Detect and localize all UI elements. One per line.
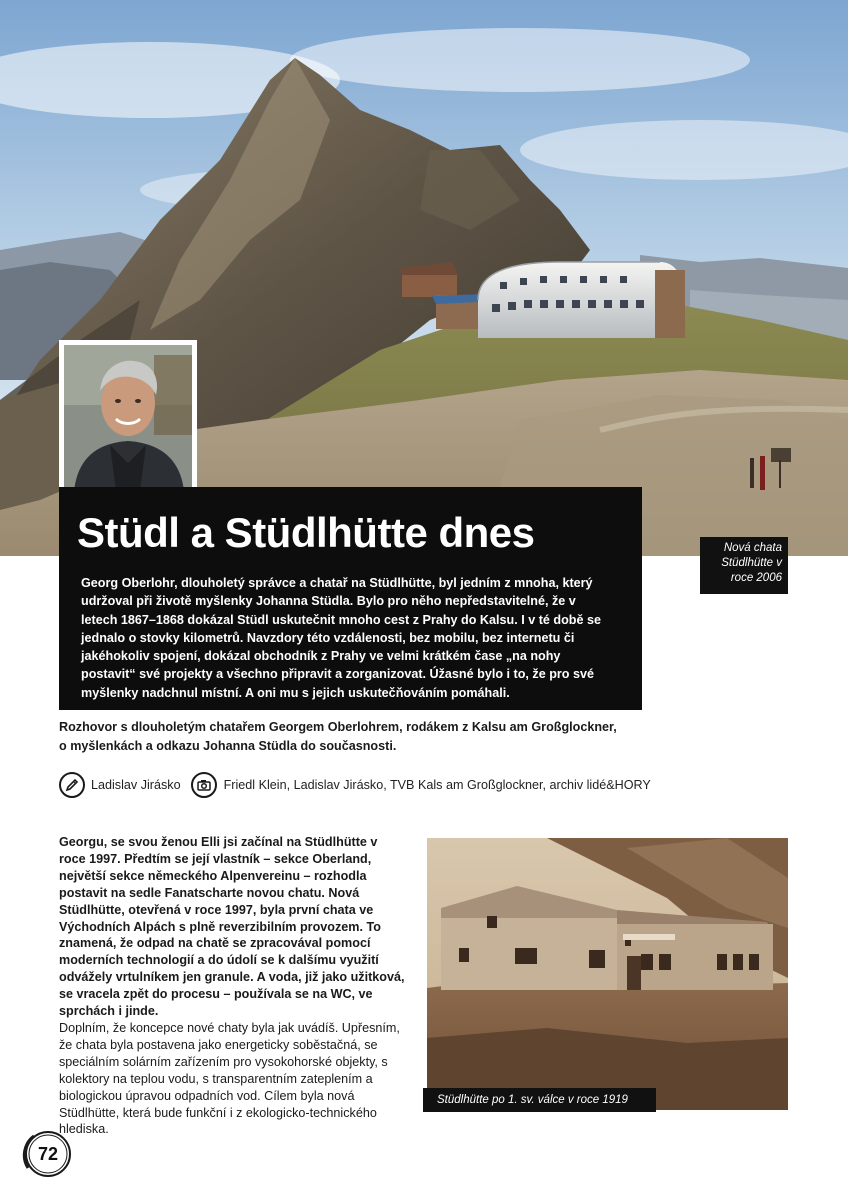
interview-question: Georgu, se svou ženou Elli jsi začínal na Stüdlhütte v roce 1997. Předtím se její vlastník – sekce Oberland, největší sekce německého Alpenvereinu – rozhodla postavit na sedle Fanatscharte novou chatu. Nová Stüdlhütte, otevřená v roce 1997, byla první chata ve Východních Alpách s plně reverzibilním provozem. To znamená, že odpad na chatě se zpracovával pomocí moderních technologií a do údolí se k dalšímu využití odvážely vrtulníkem jen granule. A voda, již jako užitková, se vracela zpět do procesu – používala se na WC, ve sprchách i jinde.	[59, 835, 405, 1019]
historic-photo-caption: Stüdlhütte po 1. sv. válce v roce 1919	[423, 1088, 656, 1112]
hero-caption: Nová chata Stüdlhütte v roce 2006	[700, 537, 788, 594]
interview-answer: Doplním, že koncepce nové chaty byla jak uvádíš. Upřesním, že chata byla postavena jako energeticky soběstačná, se speciálním solárním zařízením pro vysokohorské objekty, s kolektory na teplou vodu, s transparentním zateplením a biologickou úpravou odpadních vod. Cílem byla nová Stüdlhütte, která bude funkční i z ekologicko-technického hlediska.	[59, 1020, 400, 1137]
author-name: Ladislav Jirásko	[91, 778, 181, 792]
historic-hut-photo	[427, 838, 788, 1110]
historic-hut-illustration	[427, 838, 788, 1110]
camera-icon	[191, 772, 217, 798]
page-number-text: 72	[37, 1144, 59, 1164]
article-lead: Georg Oberlohr, dlouholetý správce a chatař na Stüdlhütte, byl jedním z mnoha, který udržoval při životě myšlenky Johanna Stüdla. Bylo pro něho nepředstavitelné, že v letech 1867–1868 dokázal Stüdl uskutečnit mnoho cest z Prahy do Kalsu. I v té době se jednalo o stovky kilometrů. Navzdory této vzdálenosti, bez mobilu, bez internetu či jakéhokoliv spojení, dokázal obchodník z Prahy ve velmi krátkém čase „na nohy postavit“ své projekty a všechno připravit a zorganizovat. Úžasné bylo i to, že pro své myšlenky nadchnul místní. A oni mu s jejich uskutečňováním pomáhali.	[81, 576, 602, 700]
photo-credits: Friedl Klein, Ladislav Jirásko, TVB Kals am Großglockner, archiv lidé&HORY	[223, 778, 651, 792]
article-title: Stüdl a Stüdlhütte dnes	[77, 509, 535, 556]
portrait-illustration	[64, 345, 192, 491]
body-column	[59, 834, 407, 1138]
pen-icon	[59, 772, 85, 798]
page-number	[20, 1128, 76, 1180]
portrait-photo	[59, 340, 197, 496]
credits-line	[59, 770, 651, 800]
article-sublead: Rozhovor s dlouholetým chatařem Georgem Oberlohrem, rodákem z Kalsu am Großglockner, o myšlenkách a odkazu Johanna Stüdla do současnosti.	[59, 720, 617, 753]
title-box	[59, 487, 642, 710]
